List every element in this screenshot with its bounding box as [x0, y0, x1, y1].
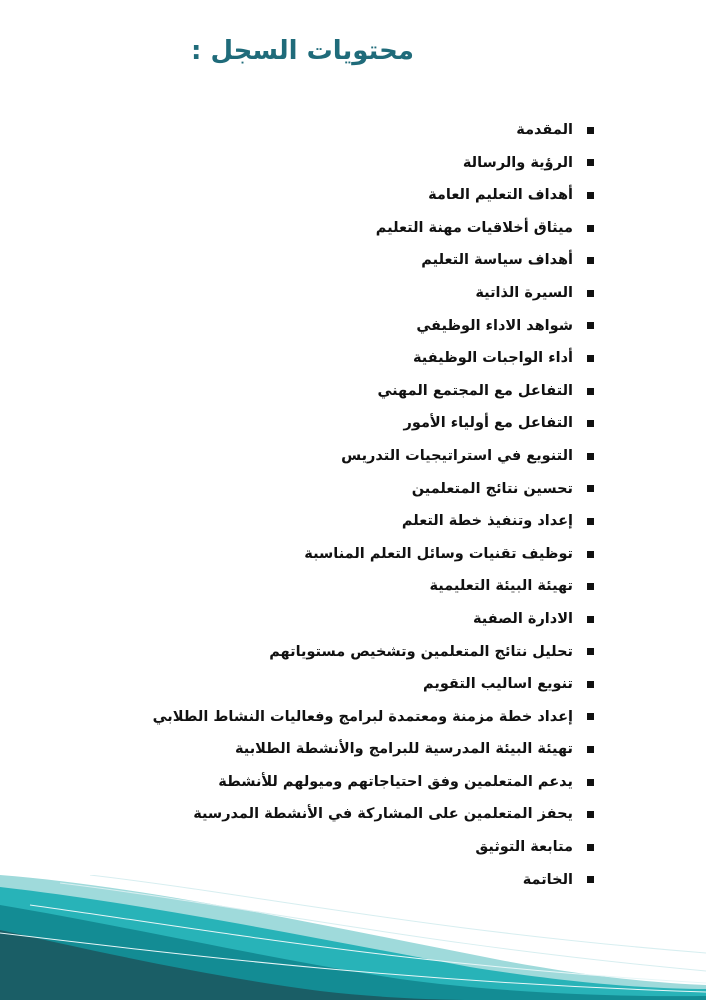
- list-item: [153, 733, 594, 766]
- list-item: [153, 407, 594, 440]
- bullet-icon: [587, 322, 594, 329]
- list-item-label: شواهد الاداء الوظيفي: [416, 317, 573, 334]
- list-item: [153, 505, 594, 538]
- list-item: [153, 179, 594, 212]
- bullet-icon: [587, 485, 594, 492]
- list-item-label: المقدمة: [516, 122, 573, 138]
- list-item: [153, 277, 594, 310]
- list-item: [153, 570, 594, 603]
- list-item: [153, 701, 594, 734]
- bullet-icon: [587, 225, 594, 232]
- list-item: [153, 310, 594, 343]
- bullet-icon: [587, 420, 594, 427]
- list-item: [153, 114, 594, 147]
- list-item: [153, 538, 594, 571]
- bullet-icon: [587, 746, 594, 753]
- list-item: [153, 668, 594, 701]
- list-item-label: يدعم المتعلمين وفق احتياجاتهم وميولهم للأنشطة: [218, 773, 573, 790]
- bullet-icon: [587, 681, 594, 688]
- page-title: محتويات السجل :: [191, 36, 414, 66]
- bullet-icon: [587, 388, 594, 395]
- list-item-label: التفاعل مع أولياء الأمور: [403, 415, 573, 432]
- list-item: [153, 603, 594, 636]
- list-item-label: التنويع في استراتيجيات التدريس: [341, 447, 573, 464]
- list-item: [153, 440, 594, 473]
- bullet-icon: [587, 779, 594, 786]
- list-item-label: أهداف التعليم العامة: [428, 187, 573, 204]
- bullet-icon: [587, 518, 594, 525]
- list-item: [153, 831, 594, 864]
- bullet-icon: [587, 355, 594, 362]
- list-item-label: تهيئة البيئة المدرسية للبرامج والأنشطة الطلابية: [235, 741, 573, 758]
- list-item: [153, 798, 594, 831]
- bullet-icon: [587, 127, 594, 134]
- bullet-icon: [587, 192, 594, 199]
- bullet-icon: [587, 713, 594, 720]
- list-item-label: أداء الواجبات الوظيفية: [413, 350, 573, 367]
- bullet-icon: [587, 290, 594, 297]
- bullet-icon: [587, 811, 594, 818]
- list-item: [153, 636, 594, 669]
- list-item: [153, 766, 594, 799]
- list-item-label: السيرة الذاتية: [475, 284, 573, 301]
- list-item-label: الرؤية والرسالة: [462, 154, 573, 171]
- bullet-icon: [587, 551, 594, 558]
- bullet-icon: [587, 648, 594, 655]
- list-item-label: ميثاق أخلاقيات مهنة التعليم: [375, 219, 573, 236]
- list-item-label: الخاتمة: [522, 871, 573, 888]
- list-item-label: أهداف سياسة التعليم: [421, 252, 573, 269]
- list-item-label: تنويع اساليب التقويم: [423, 676, 573, 693]
- list-item: [153, 147, 594, 180]
- table-of-contents: [153, 114, 594, 896]
- list-item: [153, 244, 594, 277]
- list-item: [153, 342, 594, 375]
- list-item-label: متابعة التوثيق: [475, 839, 573, 856]
- list-item-label: تهيئة البيئة التعليمية: [429, 578, 573, 595]
- list-item: [153, 375, 594, 408]
- bullet-icon: [587, 453, 594, 460]
- list-item: [153, 212, 594, 245]
- bullet-icon: [587, 616, 594, 623]
- list-item-label: تحليل نتائج المتعلمين وتشخيص مستوياتهم: [269, 643, 573, 660]
- decorative-wave-footer: [0, 875, 706, 1000]
- bullet-icon: [587, 583, 594, 590]
- list-item-label: توظيف تقنيات وسائل التعلم المناسبة: [304, 545, 573, 562]
- bullet-icon: [587, 257, 594, 264]
- list-item-label: الادارة الصفية: [473, 610, 573, 627]
- list-item-label: التفاعل مع المجتمع المهني: [377, 382, 573, 399]
- bullet-icon: [587, 159, 594, 166]
- list-item-label: يحفز المتعلمين على المشاركة في الأنشطة المدرسية: [193, 806, 573, 823]
- bullet-icon: [587, 844, 594, 851]
- list-item: [153, 473, 594, 506]
- list-item-label: إعداد خطة مزمنة ومعتمدة لبرامج وفعاليات النشاط الطلابي: [152, 708, 573, 725]
- list-item-label: تحسين نتائج المتعلمين: [411, 480, 573, 497]
- list-item-label: إعداد وتنفيذ خطة التعلم: [401, 513, 573, 530]
